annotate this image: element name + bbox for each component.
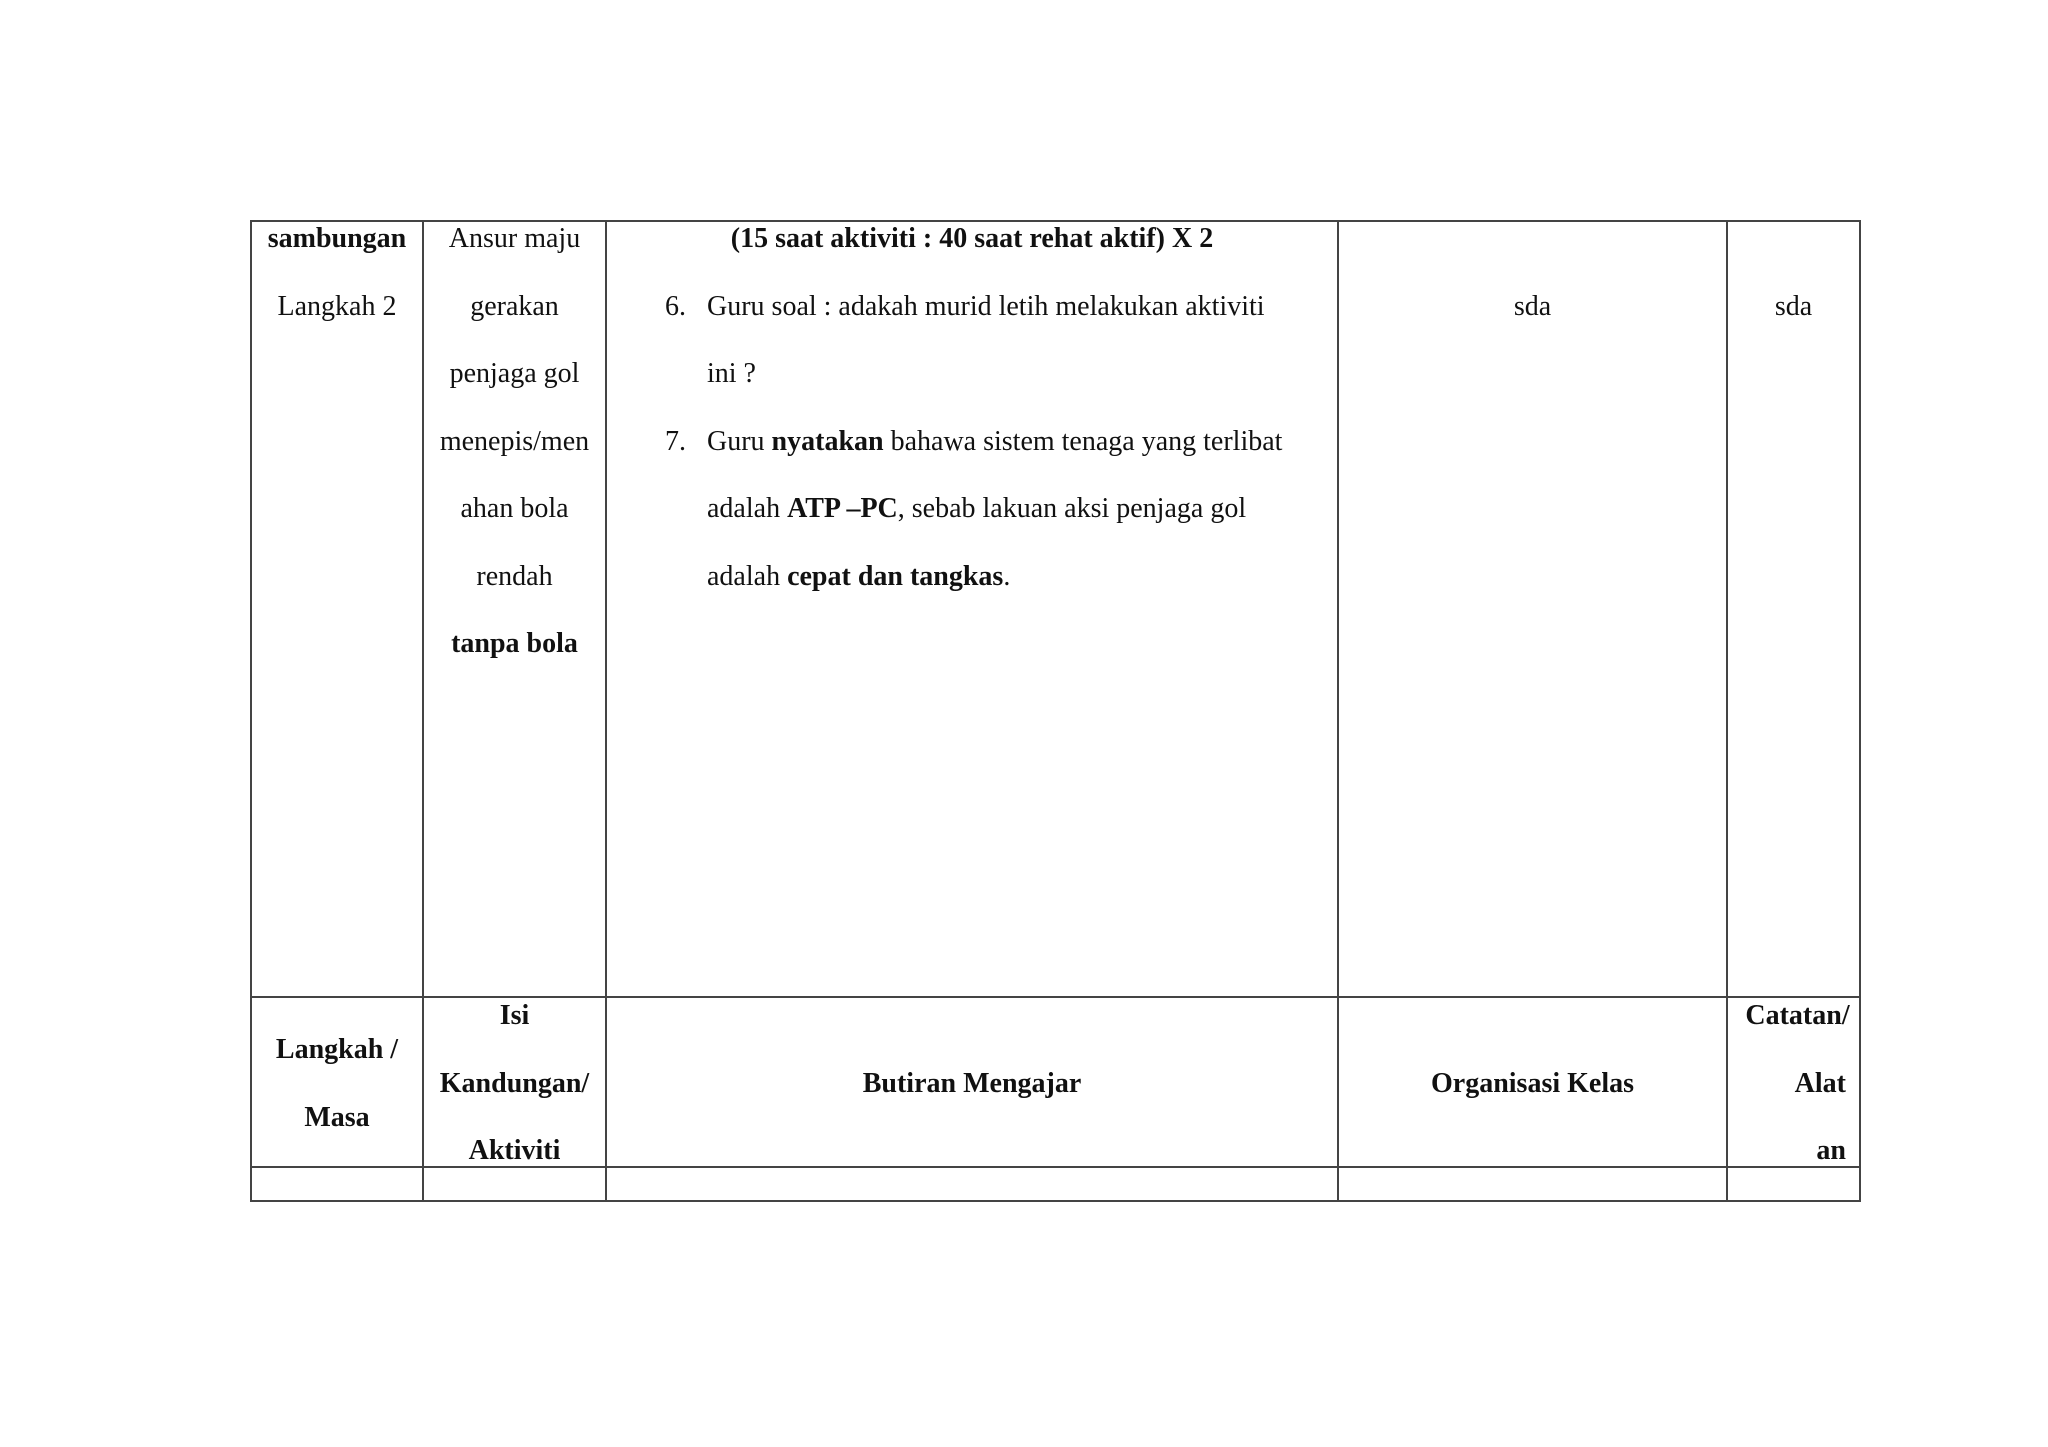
header-teaching-details: Butiran Mengajar xyxy=(862,1068,1082,1099)
activity-heading: (15 saat aktiviti : 40 saat rehat aktif) X 2 xyxy=(730,223,1214,254)
text-run: Guru xyxy=(707,426,772,457)
list-number: 6. xyxy=(665,291,686,322)
text-run: bahawa sistem tenaga yang terlibat xyxy=(883,426,1283,457)
text-run-bold: cepat dan tangkas xyxy=(787,561,1004,592)
text-run-bold: nyatakan xyxy=(771,426,884,457)
text-run: , sebab lakuan aksi penjaga gol xyxy=(897,493,1247,524)
header-content: Kandungan/ xyxy=(439,1068,590,1099)
header-class-organisation: Organisasi Kelas xyxy=(1430,1068,1634,1099)
text-run-bold: ATP –PC xyxy=(787,493,898,524)
list-number: 7. xyxy=(665,426,686,457)
list-item-text: Guru soal : adakah murid letih melakukan aktiviti xyxy=(707,291,1265,322)
table-border-right xyxy=(1859,220,1861,1202)
table-border-bottom xyxy=(250,1200,1861,1202)
text-run: adalah xyxy=(707,561,788,592)
header-content: Isi xyxy=(499,1000,530,1031)
content-line-bold: tanpa bola xyxy=(451,628,578,659)
row-label-continuation: sambungan xyxy=(267,223,407,254)
content-line: gerakan xyxy=(470,291,559,322)
text-run: . xyxy=(1003,561,1011,592)
header-step-time: Masa xyxy=(304,1102,370,1133)
header-notes: Catatan/ xyxy=(1745,1000,1850,1031)
content-line: penjaga gol xyxy=(449,358,580,389)
list-item-text xyxy=(707,543,1010,611)
content-line: menepis/men xyxy=(439,426,590,457)
table-column-divider xyxy=(1726,220,1728,1202)
organisation-cell: sda xyxy=(1513,291,1552,322)
list-item-text: ini ? xyxy=(707,358,756,389)
content-line: ahan bola xyxy=(460,493,569,524)
header-notes: an xyxy=(1816,1135,1846,1166)
header-content: Aktiviti xyxy=(468,1135,561,1166)
content-line: Ansur maju xyxy=(448,223,581,254)
header-notes: Alat xyxy=(1794,1068,1846,1099)
row-label-step: Langkah 2 xyxy=(277,291,397,322)
list-item-text xyxy=(707,475,1246,543)
header-step-time: Langkah / xyxy=(275,1034,399,1065)
text-run: adalah xyxy=(707,493,788,524)
list-item-text xyxy=(707,408,1282,476)
notes-cell: sda xyxy=(1774,291,1813,322)
content-line: rendah xyxy=(476,561,553,592)
